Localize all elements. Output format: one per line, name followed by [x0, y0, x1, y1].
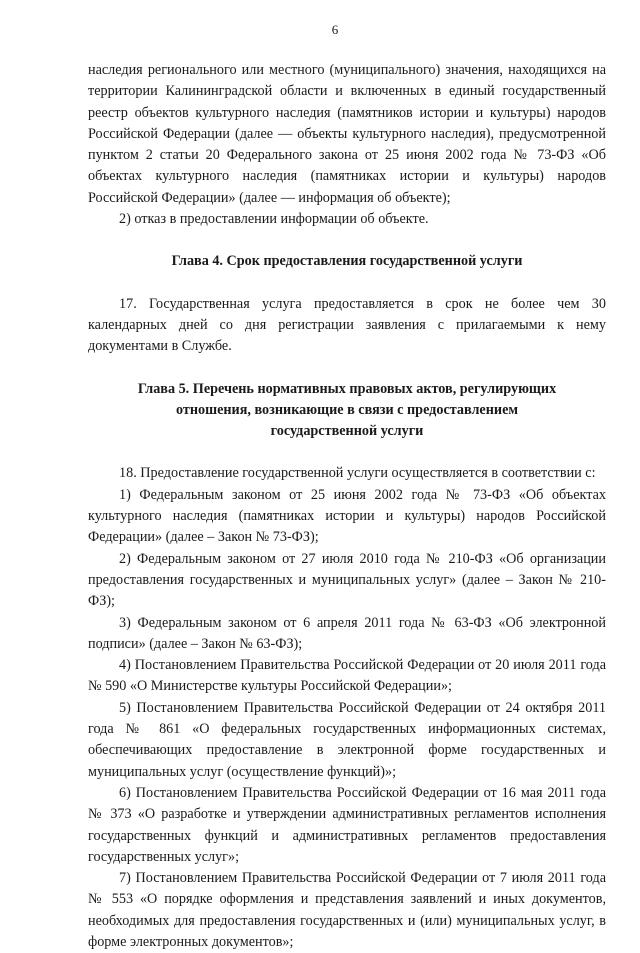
- paragraph-18: 18. Предоставление государственной услуги осуществляется в соответствии с:: [119, 465, 596, 482]
- paragraph-17: 17. Государственная услуга предоставляется в срок не более чем 30 календарных дней со дня регистрации заявления с прилагаемыми к нему документами в Службе.: [88, 295, 606, 355]
- chapter-5-heading-line-3: государственной услуги: [270, 423, 424, 440]
- list-item: 1) Федеральным законом от 25 июня 2002 года № 73-ФЗ «Об объектах культурного наследия (памятниках истории и культуры) народов Российской Федерации» (далее – Закон № 73-ФЗ);: [88, 486, 606, 546]
- refusal-item: 2) отказ в предоставлении информации об объекте.: [119, 211, 429, 228]
- page-number: 6: [331, 22, 339, 37]
- list-item: 5) Постановлением Правительства Российской Федерации от 24 октября 2011 года № 861 «О федеральных государственных информационных системах, обеспечивающих предоставление в электронной форме государственных и муниципальных услуг (осуществление функций)»;: [88, 699, 606, 780]
- list-item: 2) Федеральным законом от 27 июля 2010 года № 210-ФЗ «Об организации предоставления государственных и муниципальных услуг» (далее – Закон № 210-ФЗ);: [88, 550, 606, 610]
- list-item: 6) Постановлением Правительства Российской Федерации от 16 мая 2011 года № 373 «О разработке и утверждении административных регламентов исполнения государственных функций и административных регламентов предоставления государственных услуг»;: [88, 784, 606, 865]
- chapter-5-heading-line-2: отношения, возникающие в связи с предоставлением: [175, 401, 519, 418]
- list-item: 3) Федеральным законом от 6 апреля 2011 года № 63-ФЗ «Об электронной подписи» (далее – Закон № 63-ФЗ);: [88, 614, 606, 652]
- chapter-5-heading: [88, 379, 606, 443]
- list-item: 4) Постановлением Правительства Российской Федерации от 20 июля 2011 года № 590 «О Министерстве культуры Российской Федерации»;: [88, 657, 606, 695]
- intro-paragraph: наследия регионального или местного (муниципального) значения, находящихся на территории Калининградской области и включенных в единый государственный реестр объектов культурного наследия (памятников истории и культуры) народов Российской Федерации (далее — объекты культурного наследия), предусмотренной пунктом 2 статьи 20 Федерального закона от 25 июня 2002 года № 73-ФЗ «Об объектах культурного наследия (памятниках истории и культуры) народов Российской Федерации» (далее — информация об объекте);: [88, 62, 606, 206]
- document-page: [88, 22, 606, 953]
- legal-acts-list: [88, 485, 606, 953]
- chapter-4-heading: Глава 4. Срок предоставления государственной услуги: [171, 253, 523, 270]
- list-item: 7) Постановлением Правительства Российской Федерации от 7 июля 2011 года № 553 «О порядке оформления и представления заявлений и иных документов, необходимых для предоставления государственных и (или) муниципальных услуг, в форме электронных документов»;: [88, 870, 606, 950]
- chapter-5-heading-line-1: Глава 5. Перечень нормативных правовых актов, регулирующих: [137, 380, 557, 397]
